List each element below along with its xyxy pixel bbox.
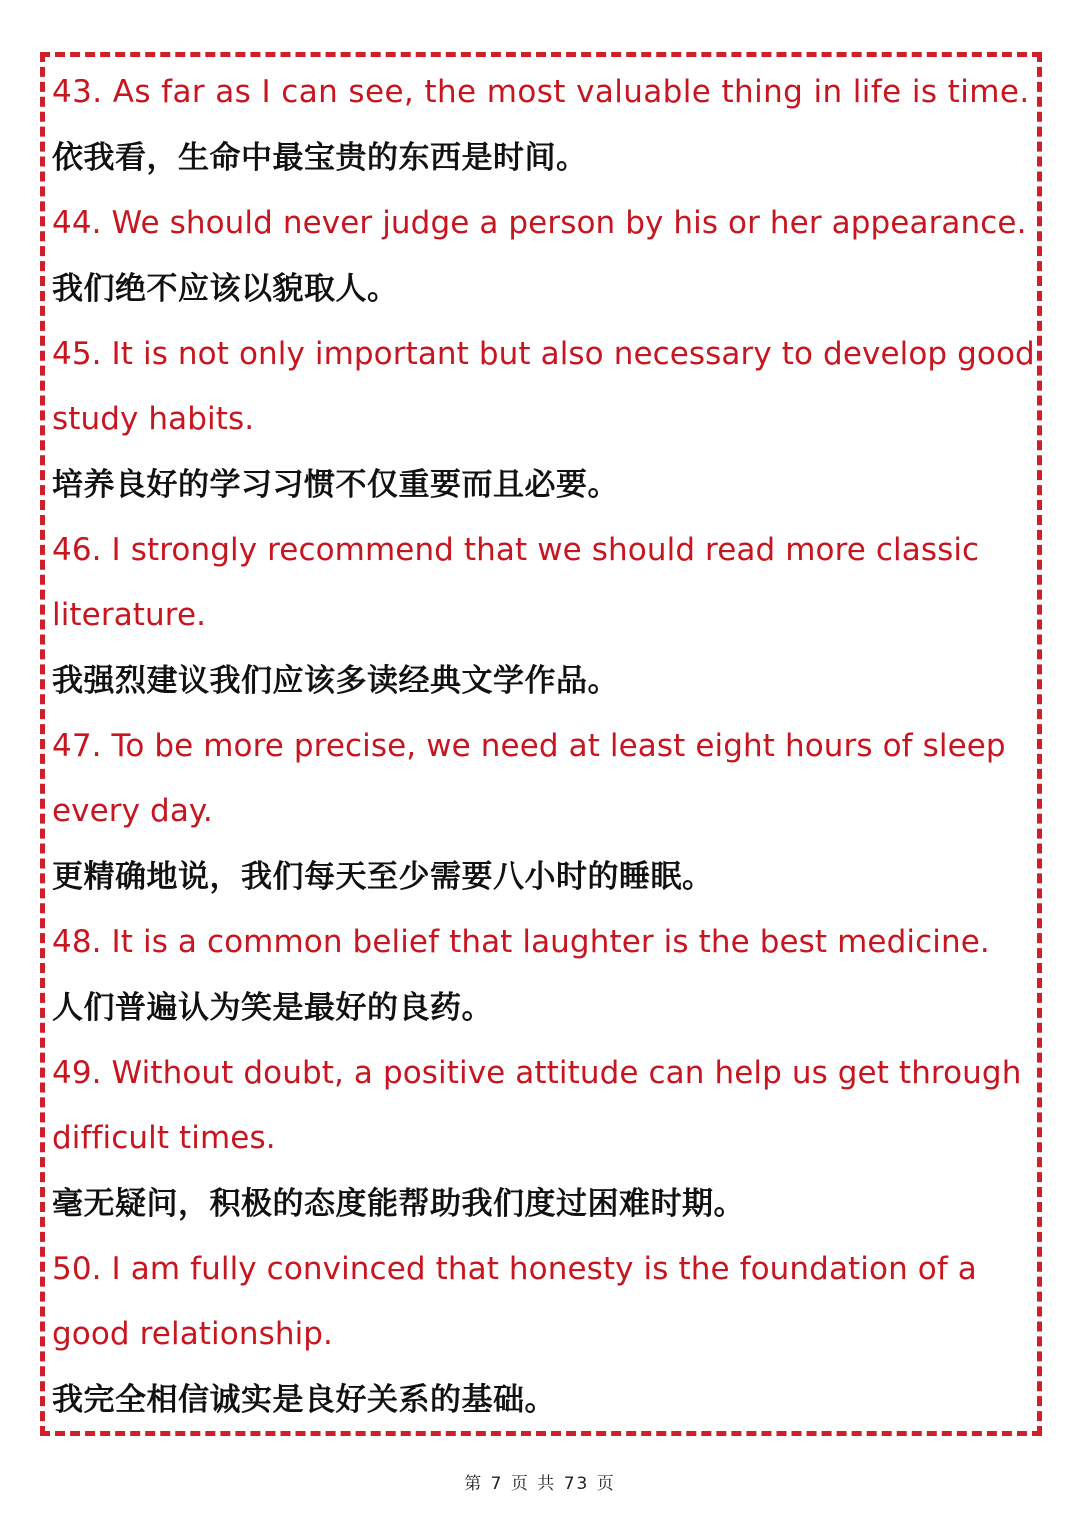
chinese-translation: 我们绝不应该以貌取人。 [52, 271, 399, 307]
english-sentence-line: 48. It is a common belief that laughter is the best medicine. [52, 924, 990, 960]
list-item [52, 60, 1037, 191]
chinese-translation: 培养良好的学习习惯不仅重要而且必要。 [52, 467, 619, 503]
chinese-translation: 我完全相信诚实是良好关系的基础。 [52, 1382, 556, 1418]
english-sentence-line: literature. [52, 597, 207, 633]
english-sentence-line: every day. [52, 793, 213, 829]
page-number-footer: 第 7 页 共 73 页 [464, 1474, 616, 1494]
english-sentence-line: 46. I strongly recommend that we should read more classic [52, 532, 980, 568]
english-sentence-line: 44. We should never judge a person by his or her appearance. [52, 205, 1027, 241]
english-sentence-line: study habits. [52, 401, 255, 437]
list-item [52, 910, 1037, 1041]
list-item [52, 1237, 1037, 1433]
english-sentence-line: 45. It is not only important but also necessary to develop good [52, 336, 1035, 372]
list-item [52, 518, 1037, 714]
chinese-translation: 毫无疑问，积极的态度能帮助我们度过困难时期。 [52, 1186, 745, 1222]
list-item [52, 322, 1037, 518]
chinese-translation: 更精确地说，我们每天至少需要八小时的睡眠。 [52, 859, 714, 895]
english-sentence-line: good relationship. [52, 1316, 334, 1352]
chinese-translation: 人们普遍认为笑是最好的良药。 [52, 990, 493, 1026]
english-sentence-line: 49. Without doubt, a positive attitude can help us get through [52, 1055, 1022, 1091]
english-sentence-line: 50. I am fully convinced that honesty is the foundation of a [52, 1251, 977, 1287]
sentence-list [52, 60, 1037, 1433]
english-sentence-line: difficult times. [52, 1120, 276, 1156]
list-item [52, 191, 1037, 322]
english-sentence-line: 47. To be more precise, we need at least eight hours of sleep [52, 728, 1006, 764]
list-item [52, 1041, 1037, 1237]
list-item [52, 714, 1037, 910]
chinese-translation: 依我看，生命中最宝贵的东西是时间。 [52, 140, 588, 176]
english-sentence-line: 43. As far as I can see, the most valuable thing in life is time. [52, 74, 1030, 110]
chinese-translation: 我强烈建议我们应该多读经典文学作品。 [52, 663, 619, 699]
